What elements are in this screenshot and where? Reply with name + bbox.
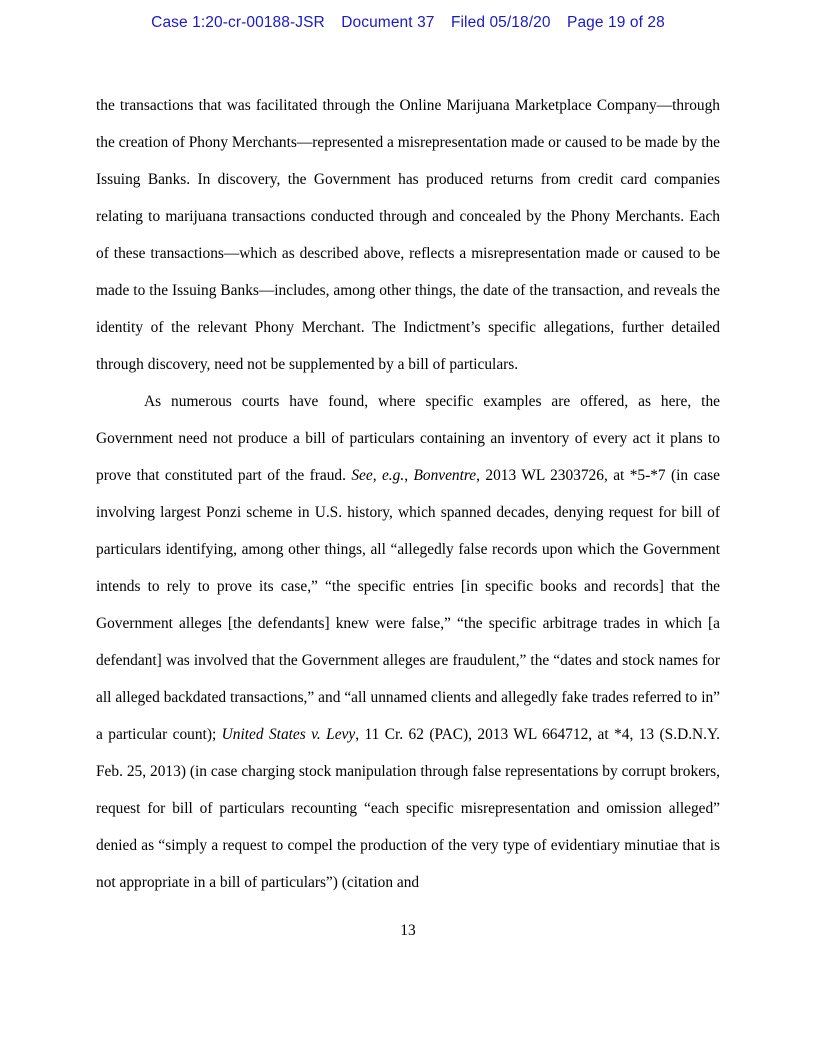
paragraph-2	[96, 383, 720, 901]
text-segment: ,	[404, 467, 414, 484]
paragraph-1	[96, 87, 720, 383]
document-number: Document 37	[341, 14, 435, 31]
case-number: Case 1:20-cr-00188-JSR	[151, 14, 325, 31]
citation-signal: See, e.g.	[351, 467, 405, 484]
text-segment: , 11 Cr. 62 (PAC), 2013 WL 664712, at *4, 13 (S.D.N.Y. Feb. 25, 2013) (in case charging stock manipulation through false representations by corrupt brokers, request for bill of particulars recounting “each specific misrepresentation and omission alleged” denied as “simply a request to compel the production of the very type of evidentiary minutiae that is not appropriate in a bill of particulars”) (citation and	[96, 726, 720, 891]
case-name-levy: United States v. Levy	[221, 726, 356, 743]
document-body	[96, 87, 720, 901]
page-indicator: Page 19 of 28	[567, 14, 665, 31]
page-number: 13	[400, 922, 416, 939]
text-segment: As numerous courts have found, where specific examples are offered, as here, the Government need not produce a bill of particulars containing an inventory of every act it plans to prove that constituted part of the fraud.	[96, 393, 720, 484]
text-segment: the transactions that was facilitated through the Online Marijuana Marketplace Company—through the creation of Phony Merchants—represented a misrepresentation made or caused to be made by the Issuing Banks. In discovery, the Government has produced returns from credit card companies relating to marijuana transactions conducted through and concealed by the Phony Merchants. Each of these transactions—which as described above, reflects a misrepresentation made or caused to be made to the Issuing Banks—includes, among other things, the date of the transaction, and reveals the identity of the relevant Phony Merchant. The Indictment’s specific allegations, further detailed through discovery, need not be supplemented by a bill of particulars.	[96, 97, 720, 373]
case-header	[0, 14, 816, 32]
case-name-bonventre: Bonventre	[413, 467, 477, 484]
text-segment: , 2013 WL 2303726, at *5-*7 (in case involving largest Ponzi scheme in U.S. history, which spanned decades, denying request for bill of particulars identifying, among other things, all “allegedly false records upon which the Government intends to rely to prove its case,” “the specific entries [in specific books and records] that the Government alleges [the defendants] knew were false,” “the specific arbitrage trades in which [a defendant] was involved that the Government alleges are fraudulent,” the “dates and stock names for all alleged backdated transactions,” and “all unnamed clients and allegedly fake trades referred to in” a particular count);	[96, 467, 721, 743]
filed-date: Filed 05/18/20	[450, 14, 551, 31]
